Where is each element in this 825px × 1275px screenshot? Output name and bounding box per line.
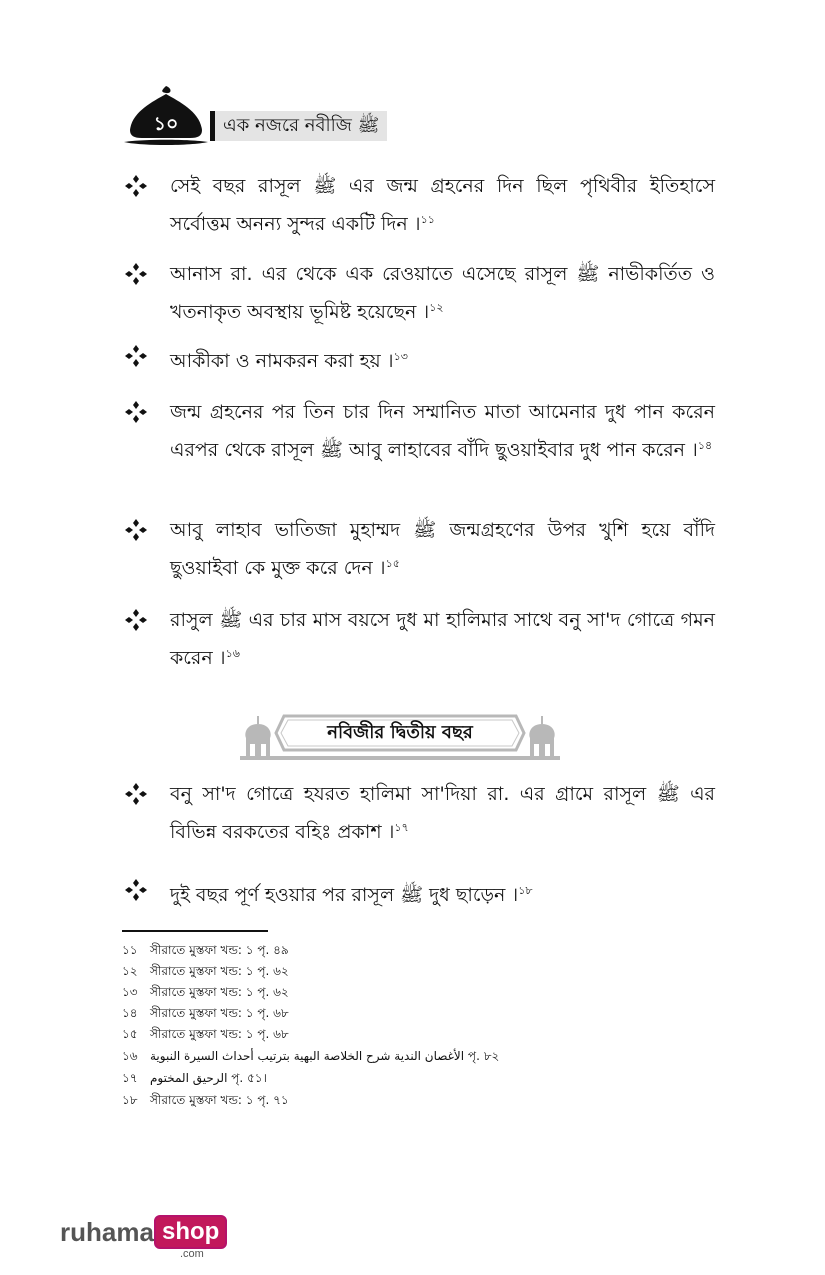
diamond-bullet-icon: [124, 400, 148, 424]
page-number: ১০: [153, 113, 179, 135]
footnote: ১৩ সীরাতে মুস্তফা খন্ড: ১ পৃ. ৬২: [122, 985, 289, 999]
list-item-text: আকীকা ও নামকরন করা হয় ।$^{১৩}$: [170, 350, 408, 372]
footnote: ১১ সীরাতে মুস্তফা খন্ড: ১ পৃ. ৪৯: [122, 943, 289, 957]
list-item-text: সেই বছর রাসূল ﷺ এর জন্ম গ্রহনের দিন ছিল পৃথিবীর ইতিহাসে সর্বোত্তম অনন্য সুন্দর একটি দিন ।$^{১১}$: [170, 175, 715, 235]
list-item-text: রাসুল ﷺ এর চার মাস বয়সে দুধ মা হালিমার সাথে বনু সা'দ গোত্রে গমন করেন ।$^{১৬}$: [170, 609, 715, 669]
footnote: ১৮ সীরাতে মুস্তফা খন্ড: ১ পৃ. ৭১: [122, 1093, 289, 1107]
ruhamashop-logo: ruhama shop .com: [60, 1215, 230, 1259]
footnote: ১২ সীরাতে মুস্তফা খন্ড: ১ পৃ. ৬২: [122, 964, 289, 978]
footnote: ১৫ সীরাতে মুস্তফা খন্ড: ১ পৃ. ৬৮: [122, 1027, 289, 1041]
diamond-bullet-icon: [124, 782, 148, 806]
list-item-text: আনাস রা. এর থেকে এক রেওয়াতে এসেছে রাসূল ﷺ নাভীকর্তিত ও খতনাকৃত অবস্থায় ভূমিষ্ট হয়েছেন ।$^{১২}$: [170, 263, 716, 323]
diamond-bullet-icon: [124, 608, 148, 632]
diamond-bullet-icon: [124, 878, 148, 902]
list-item-text: বনু সা'দ গোত্রে হযরত হালিমা সা'দিয়া রা. এর গ্রামে রাসূল ﷺ এর বিভিন্ন বরকতের বহিঃ প্রকাশ ।$^{১৭}$: [170, 783, 716, 843]
footnote: ১৬ الأغصان الندية شرح الخلاصة البهية بترتيب أحداث السيرة النبوية পৃ. ৮২: [122, 1049, 500, 1063]
diamond-bullet-icon: [124, 518, 148, 542]
footnote: ১৪ সীরাতে মুস্তফা খন্ড: ১ পৃ. ৬৮: [122, 1006, 289, 1020]
diamond-bullet-icon: [124, 174, 148, 198]
diamond-bullet-icon: [124, 344, 148, 368]
list-item-text: দুই বছর পূর্ণ হওয়ার পর রাসূল ﷺ দুধ ছাড়েন ।$^{১৮}$: [170, 884, 533, 906]
section-title-banner: [240, 702, 560, 762]
footnote-divider: [122, 930, 268, 932]
page-header: [122, 84, 422, 150]
footnote: ১৭ الرحيق المختوم পৃ. ৫১।: [122, 1071, 267, 1085]
section-title: নবিজীর দ্বিতীয় বছর: [327, 722, 473, 743]
chapter-label: এক নজরে নবীজি ﷺ: [210, 111, 387, 141]
list-item-text: জন্ম গ্রহনের পর তিন চার দিন সম্মানিত মাতা আমেনার দুধ পান করেন এরপর থেকে রাসূল ﷺ আবু লাহাবের বাঁদি ছুওয়াইবার দুধ পান করেন ।$^{১৪}$: [170, 401, 715, 461]
diamond-bullet-icon: [124, 262, 148, 286]
list-item-text: আবু লাহাব ভাতিজা মুহাম্মদ ﷺ জন্মগ্রহণের উপর খুশি হয়ে বাঁদি ছুওয়াইবা কে মুক্ত করে দেন ।$^{১৫}$: [170, 519, 715, 579]
